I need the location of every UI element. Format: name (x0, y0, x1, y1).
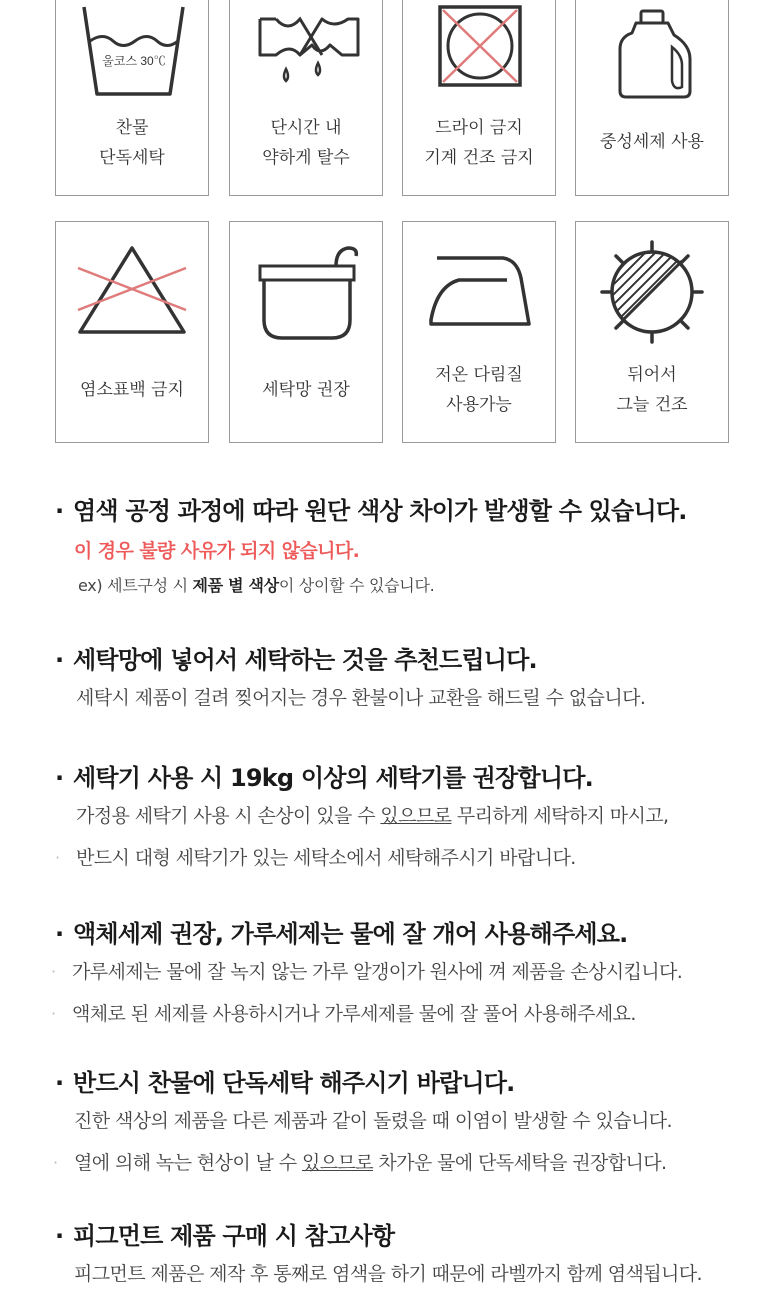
care-card-shade-dry (575, 221, 729, 443)
care-label-line: 그늘 건조 (616, 395, 688, 415)
note-liquid-detergent (55, 917, 760, 1035)
care-card-dry (402, 0, 556, 196)
care-label-line: 약하게 탈수 (262, 148, 350, 168)
note-washer-size (55, 761, 760, 879)
care-card-bleach (55, 221, 209, 443)
example-suffix: 이 상이할 수 있습니다. (278, 576, 435, 595)
note-title (55, 1219, 760, 1253)
care-label-line: 뒤어서 (627, 365, 677, 385)
care-label (56, 113, 208, 173)
note-pigment (55, 1219, 760, 1295)
care-label-line: 염소표백 금지 (80, 380, 184, 400)
wash-tub-30c-icon (56, 0, 208, 109)
note-line (74, 1142, 760, 1184)
detergent-bottle-icon (576, 0, 728, 109)
line-text: 무리하게 세탁하지 마시고, (451, 805, 669, 827)
note-warning: 이 경우 불량 사유가 되지 않습니다. (74, 540, 360, 562)
bullet: · (55, 920, 64, 948)
note-title-text: 세탁망에 넣어서 세탁하는 것을 추천드립니다. (73, 646, 537, 674)
note-title (55, 761, 760, 795)
no-bleach-icon (56, 222, 208, 352)
note-line: · 반드시 대형 세탁기가 있는 세탁소에서 세탁해주시기 바랍니다. (76, 837, 760, 879)
care-label-line: 단시간 내 (270, 118, 342, 138)
note-title-text: 액체세제 권장, 가루세제는 물에 잘 개어 사용해주세요. (73, 920, 628, 948)
line-text: 열에 의해 녹는 현상이 날 수 (74, 1152, 302, 1174)
note-line: 피그먼트 제품은 제작 후 통째로 염색을 하기 때문에 라벨까지 함께 염색됩니다. (74, 1263, 702, 1285)
line-underlined: 있으므로 (301, 1152, 373, 1174)
care-label (403, 360, 555, 420)
note-title-text: 염색 공정 과정에 따라 원단 색상 차이가 발생할 수 있습니다. (73, 497, 687, 525)
tub-text: 울코스 30℃ (102, 54, 166, 68)
note-title (55, 917, 760, 951)
example-prefix: ex) 세트구성 시 (78, 576, 193, 595)
care-label-line: 기계 건조 금지 (424, 148, 534, 168)
note-laundry-net (55, 643, 760, 719)
care-label (230, 113, 382, 173)
care-card-wring (229, 0, 383, 196)
note-cold-wash (55, 1066, 760, 1184)
low-temp-iron-icon (403, 222, 555, 352)
line-underlined: 있으므로 (380, 805, 452, 827)
note-example (78, 573, 760, 596)
line-text: 차가운 물에 단독세탁을 권장합니다. (372, 1152, 667, 1174)
line-text: 가정용 세탁기 사용 시 손상이 있을 수 (76, 805, 381, 827)
care-label-line: 중성세제 사용 (600, 132, 704, 152)
note-line: 진한 색상의 제품을 다른 제품과 같이 돌렸을 때 이염이 발생할 수 있습니다. (74, 1110, 672, 1132)
bullet: · (55, 1222, 64, 1250)
bullet: · (55, 497, 64, 525)
care-card-wash (55, 0, 209, 196)
care-label (576, 127, 728, 157)
wring-gently-icon (230, 0, 382, 109)
care-label-line: 단독세탁 (99, 148, 165, 168)
note-line: · 액체로 된 세제를 사용하시거나 가루세제를 물에 잘 풀어 사용해주세요. (72, 993, 760, 1035)
care-label (230, 375, 382, 405)
laundry-net-icon (230, 222, 382, 352)
care-label-line: 사용가능 (446, 395, 512, 415)
care-label-line: 세탁망 권장 (262, 380, 350, 400)
note-title (55, 1066, 760, 1100)
care-label-line: 저온 다림질 (435, 365, 523, 385)
care-label-line: 드라이 금지 (435, 118, 523, 138)
example-bold: 제품 별 색상 (192, 576, 279, 595)
bullet: · (55, 764, 64, 792)
care-label (576, 360, 728, 420)
note-title (55, 494, 760, 528)
note-line: 세탁시 제품이 걸려 찢어지는 경우 환불이나 교환을 해드릴 수 없습니다. (76, 687, 646, 709)
care-label (403, 113, 555, 173)
bullet: · (55, 646, 64, 674)
care-label-line: 찬물 (115, 118, 149, 138)
care-label (56, 375, 208, 405)
no-dry-clean-no-tumble-dry-icon (403, 0, 555, 109)
care-card-iron (402, 221, 556, 443)
note-title (55, 643, 760, 677)
care-card-net (229, 221, 383, 443)
note-line: · 가루세제는 물에 잘 녹지 않는 가루 알갱이가 원사에 껴 제품을 손상시킵니다. (72, 951, 760, 993)
note-title-text: 피그먼트 제품 구매 시 참고사항 (73, 1222, 395, 1250)
care-card-detergent (575, 0, 729, 196)
note-line (76, 795, 760, 837)
note-dye-variation (55, 494, 760, 596)
dry-inside-out-shade-icon (576, 222, 728, 352)
note-title-text: 세탁기 사용 시 19kg 이상의 세탁기를 권장합니다. (73, 764, 593, 792)
note-title-text: 반드시 찬물에 단독세탁 해주시기 바랍니다. (73, 1069, 515, 1097)
bullet: · (55, 1069, 64, 1097)
